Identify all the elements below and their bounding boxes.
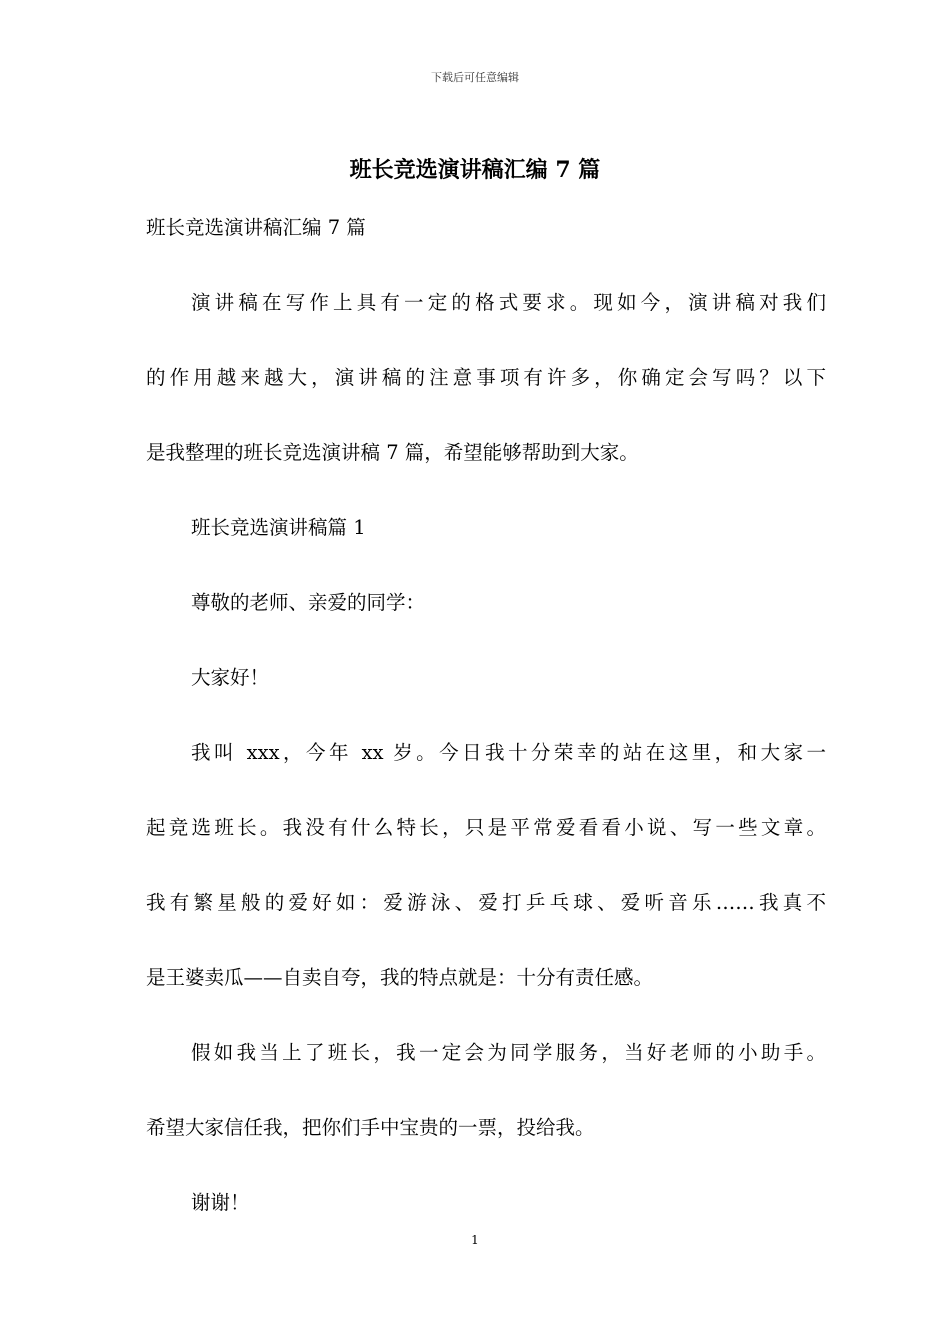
body-line-4: 是王婆卖瓜——自卖自夸，我的特点就是：十分有责任感。 (146, 966, 654, 989)
body-line-2: 起竞选班长。我没有什么特长，只是平常爱看看小说、写一些文章。 (146, 816, 826, 839)
body-line-3: 我有繁星般的爱好如：爱游泳、爱打乒乓球、爱听音乐……我真不 (146, 891, 826, 914)
body-line-5: 假如我当上了班长，我一定会为同学服务，当好老师的小助手。 (191, 1041, 826, 1064)
body-line-6: 希望大家信任我，把你们手中宝贵的一票，投给我。 (146, 1116, 595, 1139)
body-line-1: 我叫 xxx，今年 xx 岁。今日我十分荣幸的站在这里，和大家一 (191, 741, 826, 764)
section-heading: 班长竞选演讲稿篇 1 (191, 516, 366, 539)
intro-line-3: 是我整理的班长竞选演讲稿 7 篇，希望能够帮助到大家。 (146, 441, 639, 464)
closing-thanks: 谢谢！ (191, 1191, 250, 1214)
document-title: 班长竞选演讲稿汇编 7 篇 (349, 157, 601, 183)
salutation: 尊敬的老师、亲爱的同学： (191, 591, 426, 614)
subtitle-line: 班长竞选演讲稿汇编 7 篇 (146, 216, 366, 239)
greeting: 大家好！ (191, 666, 270, 689)
intro-line-2: 的作用越来越大，演讲稿的注意事项有许多，你确定会写吗？以下 (146, 366, 826, 389)
intro-line-1: 演讲稿在写作上具有一定的格式要求。现如今，演讲稿对我们 (191, 291, 826, 314)
page-number: 1 (471, 1233, 479, 1247)
header-note: 下载后可任意编辑 (431, 71, 519, 84)
